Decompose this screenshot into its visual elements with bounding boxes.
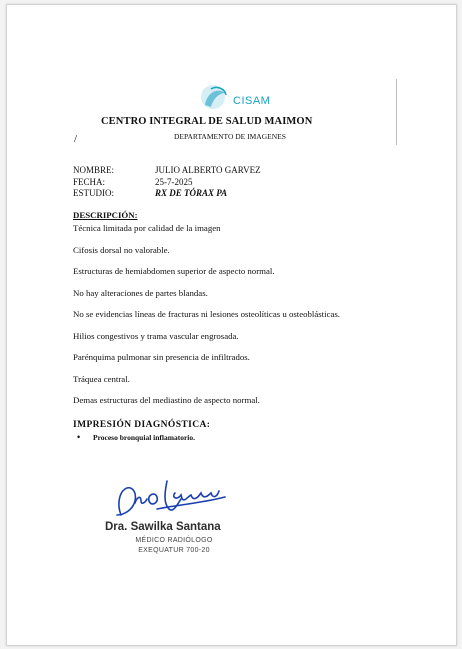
description-paragraph: Demas estructuras del mediastino de aspecto normal. [73,395,260,405]
logo-text: CISAM [233,95,271,107]
text-cursor-mark: / [74,133,78,145]
name-label: NOMBRE: [73,165,115,175]
study-label: ESTUDIO: [73,188,114,198]
institution-title: CENTRO INTEGRAL DE SALUD MAIMON [101,116,313,127]
signer-name: Dra. Sawilka Santana [105,521,221,533]
cisam-logo [199,83,279,113]
description-heading: DESCRIPCIÓN: [73,210,138,220]
date-label: FECHA: [73,176,106,187]
description-paragraph: Cifosis dorsal no valorable. [73,244,170,255]
name-value: JULIO ALBERTO GARVEZ [155,165,261,175]
document-page [6,4,457,646]
study-value: RX DE TÓRAX PA [155,188,228,198]
description-paragraph: Parénquima pulmonar sin presencia de infiltrados. [73,352,250,362]
study-row [73,188,261,200]
impression-heading: IMPRESIÓN DIAGNÓSTICA: [73,420,211,430]
description-paragraph: Técnica limitada por calidad de la imagen [73,223,221,233]
date-value: 25-7-2025 [155,176,193,187]
impression-list [87,433,195,442]
vertical-rule [396,79,397,145]
signer-exequatur: EXEQUATUR 700-20 [138,547,210,554]
description-paragraph: Hilios congestivos y trama vascular engrosada. [73,330,239,341]
impression-item: • Proceso bronquial inflamatorio. [87,433,195,442]
name-row [73,165,261,177]
handwritten-signature-icon [107,475,237,523]
description-paragraph: Tráquea central. [73,373,130,384]
description-paragraph: Estructuras de hemiabdomen superior de aspecto normal. [73,266,275,276]
signer-role: MÉDICO RADIÓLOGO [135,537,213,544]
description-section [73,210,373,417]
department-subtitle: DEPARTAMENTO DE IMAGENES [174,132,286,141]
cisam-logo-icon [199,83,233,113]
description-paragraph: No hay alteraciones de partes blandas. [73,287,208,298]
description-paragraph: No se evidencias líneas de fracturas ni lesiones osteolíticas u osteoblásticas. [73,309,341,319]
patient-fields [73,165,261,200]
date-row [73,177,261,189]
